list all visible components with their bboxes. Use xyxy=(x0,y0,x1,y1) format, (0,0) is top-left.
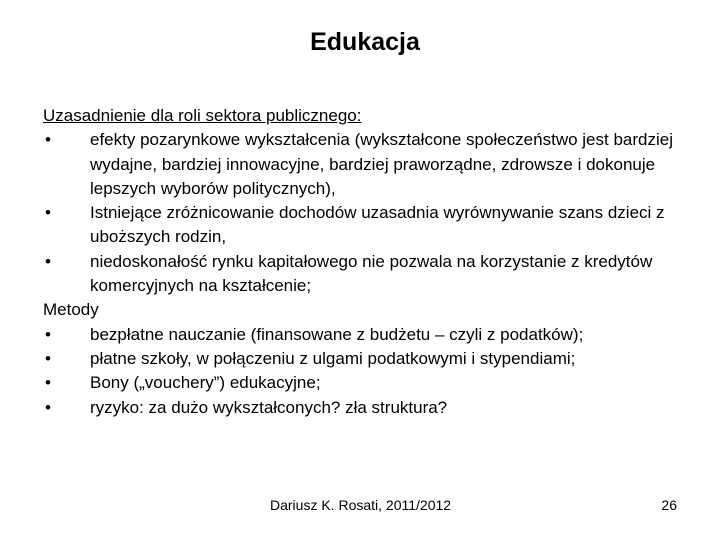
bullet-text: Istniejące zróżnicowanie dochodów uzasadnia wyrównywanie szans dzieci z uboższych rodzin, xyxy=(90,203,665,247)
bullet-icon: • xyxy=(45,348,51,368)
bullet-icon: • xyxy=(45,203,51,223)
section-heading-justification: Uzasadnienie dla roli sektora publicznego: xyxy=(43,106,362,125)
bullet-text: bezpłatne nauczanie (finansowane z budżetu – czyli z podatków); xyxy=(90,324,584,344)
slide-title: Edukacja xyxy=(310,28,420,56)
bullet-item xyxy=(43,128,693,201)
bullet-icon: • xyxy=(45,324,51,344)
bullet-item xyxy=(43,396,693,420)
bullet-icon: • xyxy=(45,251,51,271)
bullet-text: niedoskonałość rynku kapitałowego nie pozwala na korzystanie z kredytów komercyjnych na kształcenie; xyxy=(90,251,653,296)
bullet-item xyxy=(43,323,693,347)
bullet-text: ryzyko: za dużo wykształconych? zła struktura? xyxy=(90,397,448,417)
bullet-text: płatne szkoły, w połączeniu z ulgami podatkowymi i stypendiami; xyxy=(90,348,576,368)
section-heading-methods: Metody xyxy=(43,300,99,320)
bullet-item xyxy=(43,201,693,250)
bullet-icon: • xyxy=(45,397,51,417)
slide-body xyxy=(43,104,693,420)
bullet-text: efekty pozarynkowe wykształcenia (wykształcone społeczeństwo jest bardziej wydajne, bardziej innowacyjne, bardziej praworządne, zdrowsze i dokonuje lepszych wyborów politycznych), xyxy=(90,130,673,198)
bullet-icon: • xyxy=(45,130,51,150)
page-number: 26 xyxy=(661,497,677,513)
bullet-icon: • xyxy=(45,373,51,393)
footer-author: Dariusz K. Rosati, 2011/2012 xyxy=(270,497,452,513)
bullet-item xyxy=(43,347,693,371)
bullet-item xyxy=(43,250,693,299)
bullet-item xyxy=(43,371,693,395)
bullet-text: Bony („vouchery”) edukacyjne; xyxy=(90,373,321,393)
